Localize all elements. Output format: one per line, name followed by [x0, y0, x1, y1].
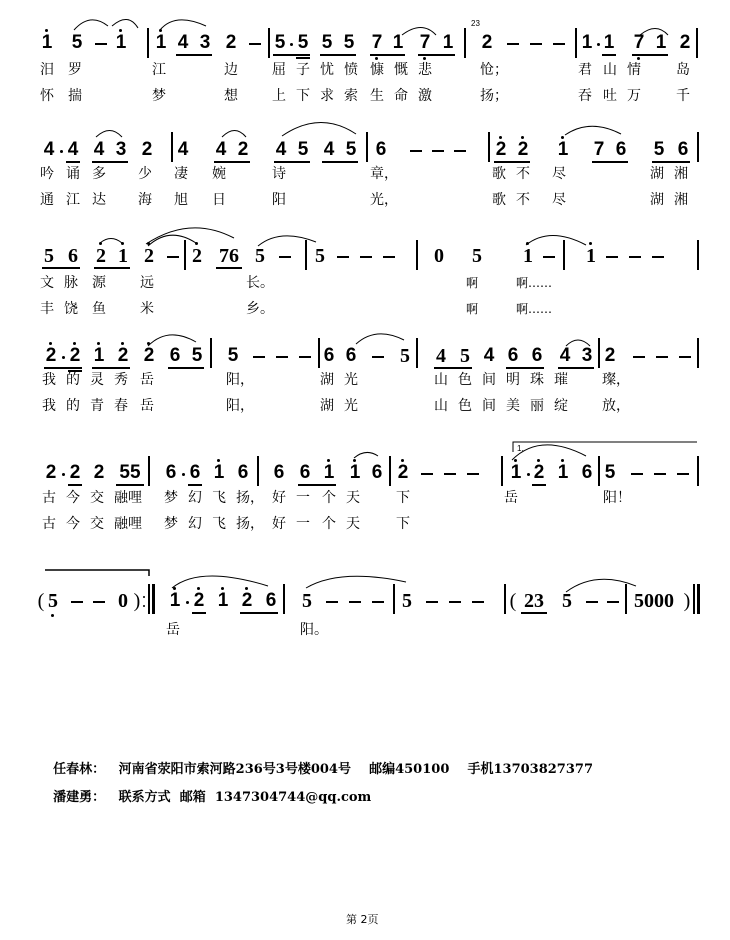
grace-note: 23	[471, 19, 480, 28]
phone: 手机13703827377	[467, 762, 593, 777]
email: 1347304744@qq.com	[214, 790, 372, 805]
volta-label: 1.	[517, 444, 524, 453]
contact-label: 联系方式	[118, 790, 171, 805]
page-number: 第 2页	[346, 913, 379, 926]
contact-line-2	[44, 771, 371, 805]
postcode: 邮编450100	[369, 762, 450, 777]
address: 河南省荥阳市索河路236号3号楼004号	[118, 762, 351, 777]
email-label: 邮箱	[179, 790, 206, 805]
author-name-1: 任春林：	[53, 762, 106, 777]
author-name-2: 潘建勇：	[53, 790, 106, 805]
